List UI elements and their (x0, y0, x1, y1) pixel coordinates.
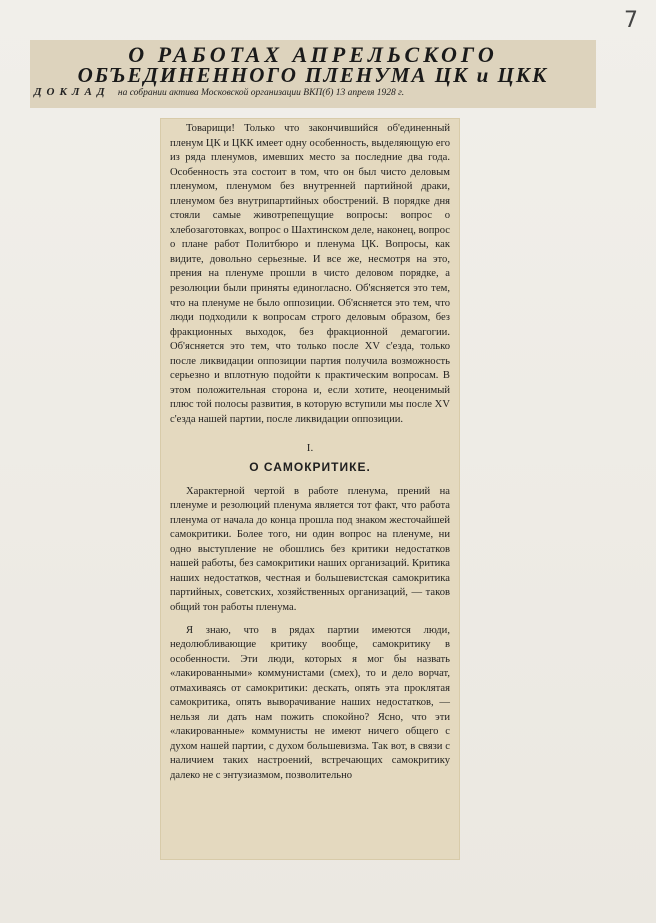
subtitle-rest: на собрании актива Московской организации ВКП(б) 13 апреля 1928 г. (117, 88, 405, 98)
headline-line-2: ОБЪЕДИНЕННОГО ПЛЕНУМА ЦК и ЦКК (77, 63, 549, 87)
section-paragraph-2: Я знаю, что в рядах партии имеются люди, недолюбливающие критику вообще, самокритику в особенности. Эти люди, которых я мог бы назвать «лакированными» коммунистами (смех), то и дело ворчат, отмахиваясь от самокритики: дескать, опять эта проклятая самокритика, опять выворачивание наших недостатков, — нельзя ли дать нам пожить спокойно? Ясно, что эти «лакированные» коммунисты не имеют ничего общего с духом нашей партии, с духом большевизма. Так вот, в связи с наличием таких настроений, встречающих самокритику далеко не с энтузиазмом, позволительно (170, 624, 450, 781)
article-clipping (160, 118, 460, 860)
subtitle (34, 86, 594, 98)
title-clipping (30, 40, 596, 108)
section-title: О САМОКРИТИКЕ. (249, 460, 371, 475)
section-number: I. (306, 442, 314, 455)
page-number: 7 (624, 8, 638, 33)
intro-paragraph: Товарищи! Только что закончившийся об'единенный пленум ЦК и ЦКК имеет одну особенность, выделяющую его из ряда пленумов, имевших место за последние два года. Особенность эта состоит в том, что он был чисто деловым пленумом, пленумом без внутренней партийной драки, пленумом без внутрипартийных обострений. В порядке дня стояли самые животрепещущие вопросы: вопрос о хлебозаготовках, вопрос о Шахтинском деле, наконец, вопрос о плане работ Политбюро и пленума ЦК. Вопросы, как видите, довольно серьезные. И все же, несмотря на это, прения на пленуме прошли в чисто деловом порядке, а резолюции были приняты единогласно. Об'ясняется это тем, что на пленуме не было оппозиции. Об'ясняется это тем, что люди подходили к вопросам строго деловым образом, без фракционных выходок, без фракционной демагогии. Об'ясняется это тем, что только после XV с'езда, только после ликвидации оппозиции партия получила возможность серьезно и вплотную подойти к практическим вопросам. В этом положительная сторона и, если хотите, неоценимый плюс той полосы развития, в которую вступили мы после XV с'езда нашей партии, после ликвидации оппозиции. (170, 123, 450, 425)
subtitle-lead: ДОКЛАД (34, 86, 110, 98)
article-column (170, 122, 450, 784)
section-paragraph-1: Характерной чертой в работе пленума, прений на пленуме и резолюций пленума является тот факт, что работа пленума от начала до конца прошла под знаком жесточайшей самокритики. Более того, ни один вопрос на пленуме, ни одно выступление не обошлись без критики недостатков нашей работы, без самокритики наших организаций. Критика наших недостатков, честная и большевистская самокритика партийных, советских, хозяйственных организаций, — таков общий тон работы пленума. (170, 485, 450, 613)
headline-line-1: О РАБОТАХ АПРЕЛЬСКОГО (128, 42, 498, 67)
